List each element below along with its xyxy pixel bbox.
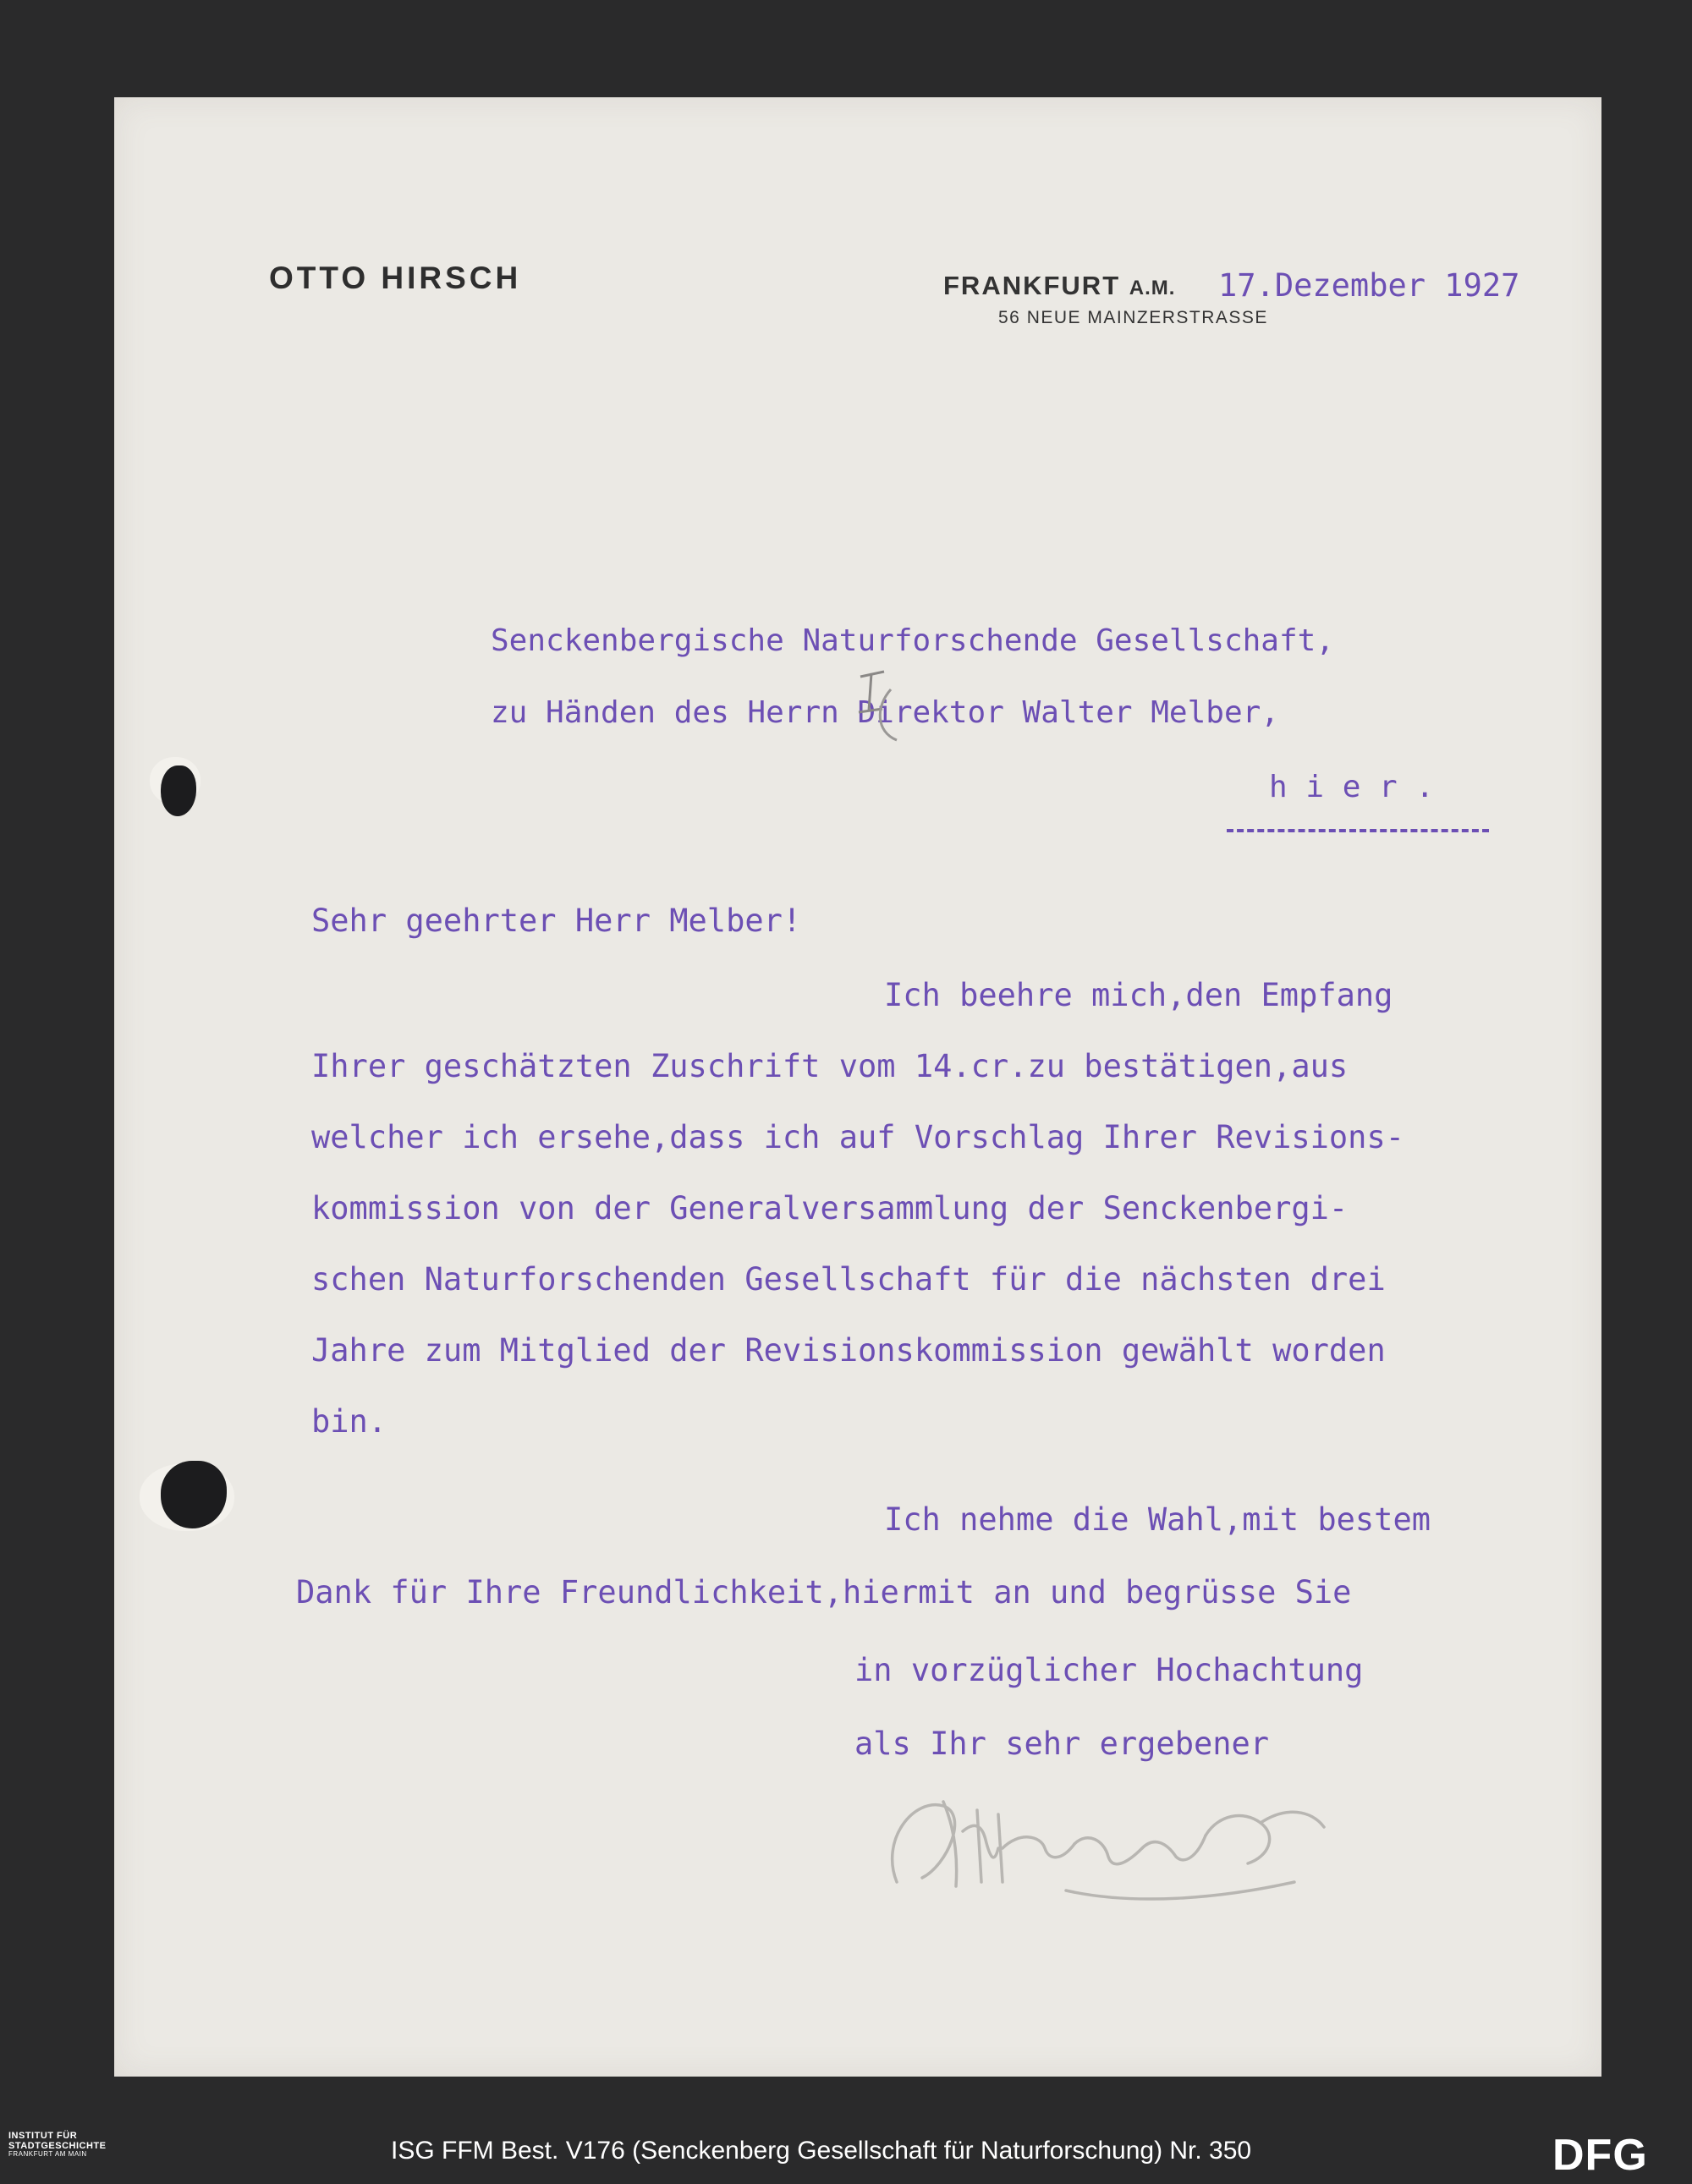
paragraph-1-line-5: schen Naturforschenden Gesellschaft für die nächsten drei xyxy=(311,1261,1386,1298)
punch-hole-top xyxy=(161,765,196,816)
paragraph-1-line-2: Ihrer geschätzten Zuschrift vom 14.cr.zu bestätigen,aus xyxy=(311,1048,1349,1084)
recipient-line-1: Senckenbergische Naturforschende Gesellschaft, xyxy=(491,623,1334,658)
institute-logo-line-2: STADTGESCHICHTE xyxy=(8,2140,107,2151)
recipient-line-2: zu Händen des Herrn Direktor Walter Melber, xyxy=(491,695,1279,730)
letterhead-street: 56 NEUE MAINZERSTRASSE xyxy=(998,308,1268,327)
recipient-underline xyxy=(1227,829,1489,832)
archive-footer xyxy=(0,2120,1692,2184)
paragraph-1-line-1: Ich beehre mich,den Empfang xyxy=(884,977,1393,1013)
recipient-line-3: h i e r . xyxy=(1269,770,1435,804)
paragraph-1-line-7: bin. xyxy=(311,1403,387,1440)
signature xyxy=(863,1764,1345,1907)
institute-logo-line-3: FRANKFURT AM MAIN xyxy=(8,2150,87,2159)
closing-line-1: in vorzüglicher Hochachtung xyxy=(854,1652,1364,1688)
letterhead-name: OTTO HIRSCH xyxy=(269,261,522,295)
paragraph-2-line-2: Dank für Ihre Freundlichkeit,hiermit an und begrüsse Sie xyxy=(296,1574,1352,1611)
institute-logo-line-1: INSTITUT FÜR xyxy=(8,2131,78,2141)
paragraph-1-line-4: kommission von der Generalversammlung der Senckenbergi- xyxy=(311,1190,1349,1226)
letter-date: 17.Dezember 1927 xyxy=(1218,267,1520,304)
letterhead-city xyxy=(943,271,1175,301)
dfg-logo: DFG xyxy=(1552,2131,1648,2180)
handwritten-mark xyxy=(850,660,909,761)
letter-page xyxy=(114,97,1601,2077)
paragraph-1-line-3: welcher ich ersehe,dass ich auf Vorschlag Ihrer Revisions- xyxy=(311,1119,1405,1155)
closing-line-2: als Ihr sehr ergebener xyxy=(854,1726,1270,1762)
letterhead-city-name: FRANKFURT xyxy=(943,271,1121,300)
archive-caption: ISG FFM Best. V176 (Senckenberg Gesellschaft für Naturforschung) Nr. 350 xyxy=(391,2137,1252,2165)
salutation: Sehr geehrter Herr Melber! xyxy=(311,903,802,939)
letterhead-city-suffix: A.M. xyxy=(1129,277,1176,299)
institute-logo xyxy=(8,2132,106,2158)
paragraph-1-line-6: Jahre zum Mitglied der Revisionskommission gewählt worden xyxy=(311,1332,1386,1369)
paragraph-2-line-1: Ich nehme die Wahl,mit bestem xyxy=(884,1501,1431,1538)
